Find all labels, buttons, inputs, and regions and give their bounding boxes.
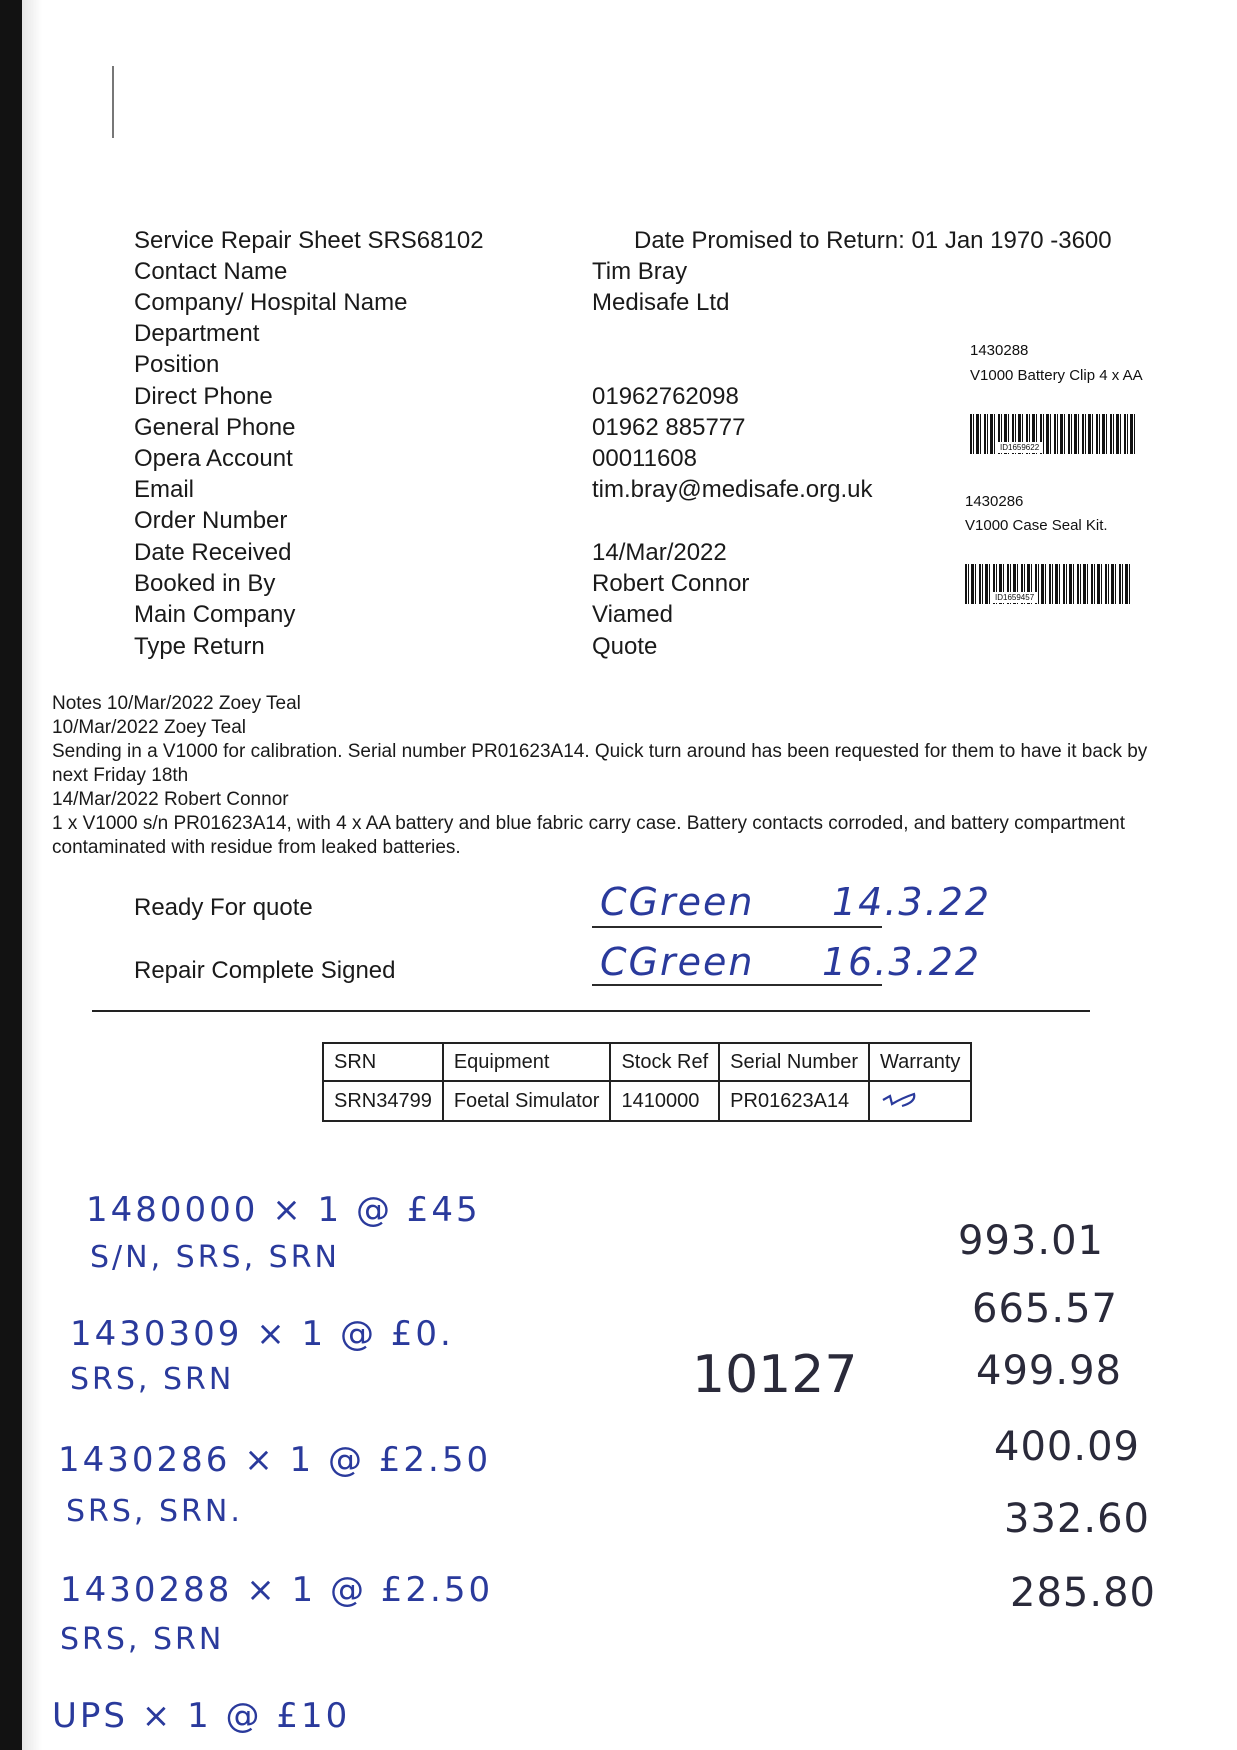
scan-edge (0, 0, 22, 1750)
warranty-handwritten-mark (880, 1086, 920, 1110)
field-label: Direct Phone (134, 383, 273, 410)
field-value: Robert Connor (592, 570, 750, 597)
table-cell: 1410000 (610, 1081, 719, 1121)
complete-date: 16.3.22 (822, 940, 982, 984)
warranty-cell (869, 1081, 971, 1121)
ready-signature: CGreen (600, 880, 755, 924)
column-header: Equipment (443, 1043, 611, 1081)
part-description: V1000 Battery Clip 4 x AA (970, 367, 1143, 384)
scan-shadow (22, 0, 42, 1750)
field-value: 14/Mar/2022 (592, 539, 727, 566)
part-code: 1430288 (970, 342, 1029, 359)
handwritten-figure: 665.57 (972, 1286, 1118, 1332)
field-value: Tim Bray (592, 258, 688, 285)
table-cell: PR01623A14 (719, 1081, 869, 1121)
field-value: tim.bray@medisafe.org.uk (592, 476, 873, 503)
field-label: Date Received (134, 539, 292, 566)
notes-line: 14/Mar/2022 Robert Connor (52, 789, 289, 810)
part-code: 1430286 (965, 493, 1024, 510)
notes-line: next Friday 18th (52, 765, 189, 786)
notes-line: 10/Mar/2022 Zoey Teal (52, 717, 246, 738)
field-label: Contact Name (134, 258, 288, 285)
field-label: Opera Account (134, 445, 293, 472)
section-divider (92, 1010, 1090, 1012)
notes-line: Sending in a V1000 for calibration. Serial number PR01623A14. Quick turn around has been requested for them to have it back by (52, 741, 1148, 762)
signature-line (592, 926, 882, 928)
field-label: Email (134, 476, 195, 503)
field-label: Position (134, 351, 220, 378)
handwritten-figure: 499.98 (976, 1348, 1122, 1394)
handwritten-refs: SRS, SRN (70, 1362, 235, 1397)
handwritten-line-item: 1430309 × 1 @ £0. (70, 1314, 454, 1354)
field-value: Viamed (592, 601, 673, 628)
field-label: General Phone (134, 414, 296, 441)
column-header: Warranty (869, 1043, 971, 1081)
table-row (323, 1081, 971, 1121)
handwritten-line-item: 1430286 × 1 @ £2.50 (58, 1440, 492, 1480)
field-value: Quote (592, 633, 658, 660)
ready-for-quote-label: Ready For quote (134, 894, 313, 921)
part-barcode (965, 564, 1131, 604)
handwritten-refs: SRS, SRN (60, 1622, 225, 1657)
signature-line (592, 984, 882, 986)
field-value: Medisafe Ltd (592, 289, 730, 316)
column-header: Stock Ref (610, 1043, 719, 1081)
complete-signature: CGreen (600, 940, 755, 984)
equipment-table (322, 1042, 972, 1122)
field-value: 01962762098 (592, 383, 739, 410)
field-value: 01962 885777 (592, 414, 746, 441)
field-label: Main Company (134, 601, 296, 628)
handwritten-figure: 400.09 (994, 1424, 1140, 1470)
table-cell: SRN34799 (323, 1081, 443, 1121)
handwritten-line-item: UPS × 1 @ £10 (52, 1696, 351, 1736)
notes-line: contaminated with residue from leaked batteries. (52, 837, 461, 858)
handwritten-refs: S/N, SRS, SRN (90, 1240, 340, 1275)
table-cell: Foetal Simulator (443, 1081, 611, 1121)
handwritten-line-item: 1430288 × 1 @ £2.50 (60, 1570, 494, 1610)
notes-line: 1 x V1000 s/n PR01623A14, with 4 x AA battery and blue fabric carry case. Battery contacts corroded, and battery compartment (52, 813, 1126, 834)
field-label: Type Return (134, 633, 265, 660)
part-description: V1000 Case Seal Kit. (965, 517, 1108, 534)
handwritten-figure: 332.60 (1004, 1496, 1150, 1542)
handwritten-total: 10127 (692, 1345, 858, 1405)
notes-section (52, 692, 1237, 860)
barcode-id: ID1659622 (996, 442, 1043, 453)
part-barcode (970, 414, 1136, 454)
column-header: Serial Number (719, 1043, 869, 1081)
scan-mark (112, 66, 114, 138)
field-label: Order Number (134, 507, 288, 534)
field-label: Company/ Hospital Name (134, 289, 408, 316)
repair-complete-label: Repair Complete Signed (134, 957, 396, 984)
handwritten-figure: 285.80 (1010, 1570, 1156, 1616)
column-header: SRN (323, 1043, 443, 1081)
ready-date: 14.3.22 (832, 880, 992, 924)
field-label: Department (134, 320, 260, 347)
date-promised: Date Promised to Return: 01 Jan 1970 -3600 (634, 227, 1112, 254)
notes-line: Notes 10/Mar/2022 Zoey Teal (52, 693, 301, 714)
handwritten-figure: 993.01 (958, 1218, 1104, 1264)
handwritten-line-item: 1480000 × 1 @ £45 (86, 1190, 481, 1230)
sheet-title: Service Repair Sheet SRS68102 (134, 227, 484, 254)
table-header-row (323, 1043, 971, 1081)
warranty-value (920, 1086, 921, 1087)
field-label: Booked in By (134, 570, 276, 597)
barcode-id: ID1659457 (991, 592, 1038, 603)
field-value: 00011608 (592, 445, 697, 472)
handwritten-refs: SRS, SRN. (66, 1494, 243, 1529)
